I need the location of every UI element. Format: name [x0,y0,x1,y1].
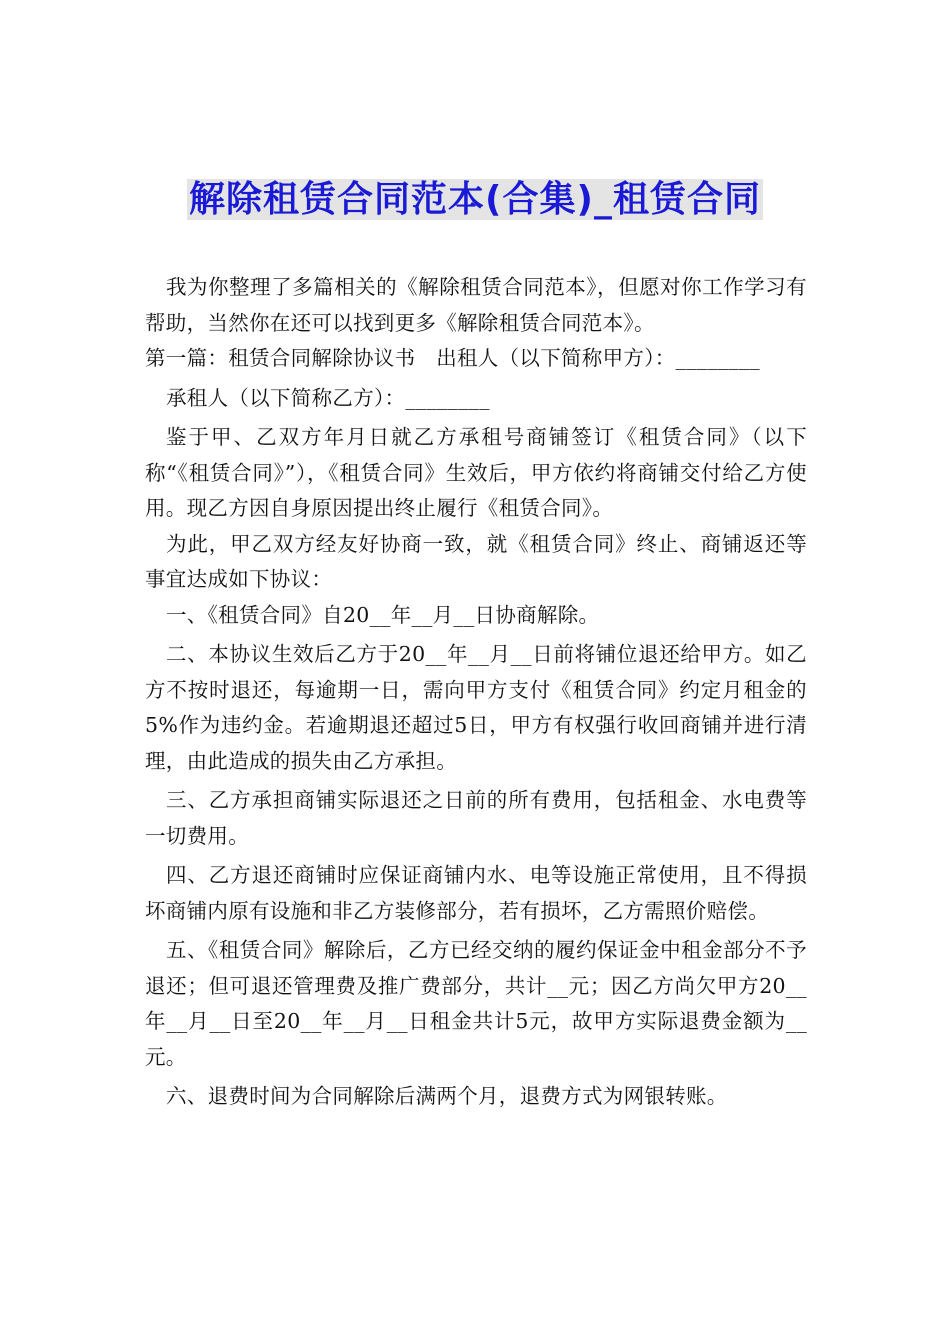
lessor-line: 第一篇：租赁合同解除协议书 出租人（以下简称甲方）：________ [145,346,760,370]
clause-4: 四、乙方退还商铺时应保证商铺内水、电等设施正常使用，且不得损坏商铺内原有设施和非乙方装修部分，若有损坏，乙方需照价赔偿。 [145,863,807,923]
document-body [145,270,807,1115]
document-title-text: 解除租赁合同范本(合集)_租赁合同 [189,179,761,220]
agreement-preamble: 为此，甲乙双方经友好协商一致，就《租赁合同》终止、商铺返还等事宜达成如下协议： [145,531,807,591]
clause-5: 五、《租赁合同》解除后，乙方已经交纳的履约保证金中租金部分不予退还；但可退还管理费及推广费部分，共计__元；因乙方尚欠甲方20__年__月__日至20__年__月__日租金共计5元，故甲方实际退费金额为__元。 [145,938,807,1069]
lessee-line: 承租人（以下简称乙方）：________ [166,385,490,410]
clause-2: 二、本协议生效后乙方于20__年__月__日前将铺位退还给甲方。如乙方不按时退还，每逾期一日，需向甲方支付《租赁合同》约定月租金的5%作为违约金。若逾期退还超过5日，甲方有权强行收回商铺并进行清理，由此造成的损失由乙方承担。 [145,642,807,773]
intro-paragraph: 我为你整理了多篇相关的《解除租赁合同范本》，但愿对你工作学习有帮助，当然你在还可以找到更多《解除租赁合同范本》。 [145,275,807,335]
whereas-paragraph: 鉴于甲、乙双方年月日就乙方承租号商铺签订《租赁合同》（以下称“《租赁合同》”），《租赁合同》生效后，甲方依约将商铺交付给乙方使用。现乙方因自身原因提出终止履行《租赁合同》。 [145,425,807,520]
clause-1: 一、《租赁合同》自20__年__月__日协商解除。 [166,602,600,627]
clause-6: 六、退费时间为合同解除后满两个月，退费方式为网银转账。 [166,1084,728,1108]
document-title [0,174,950,226]
clause-3: 三、乙方承担商铺实际退还之日前的所有费用，包括租金、水电费等一切费用。 [145,788,807,848]
